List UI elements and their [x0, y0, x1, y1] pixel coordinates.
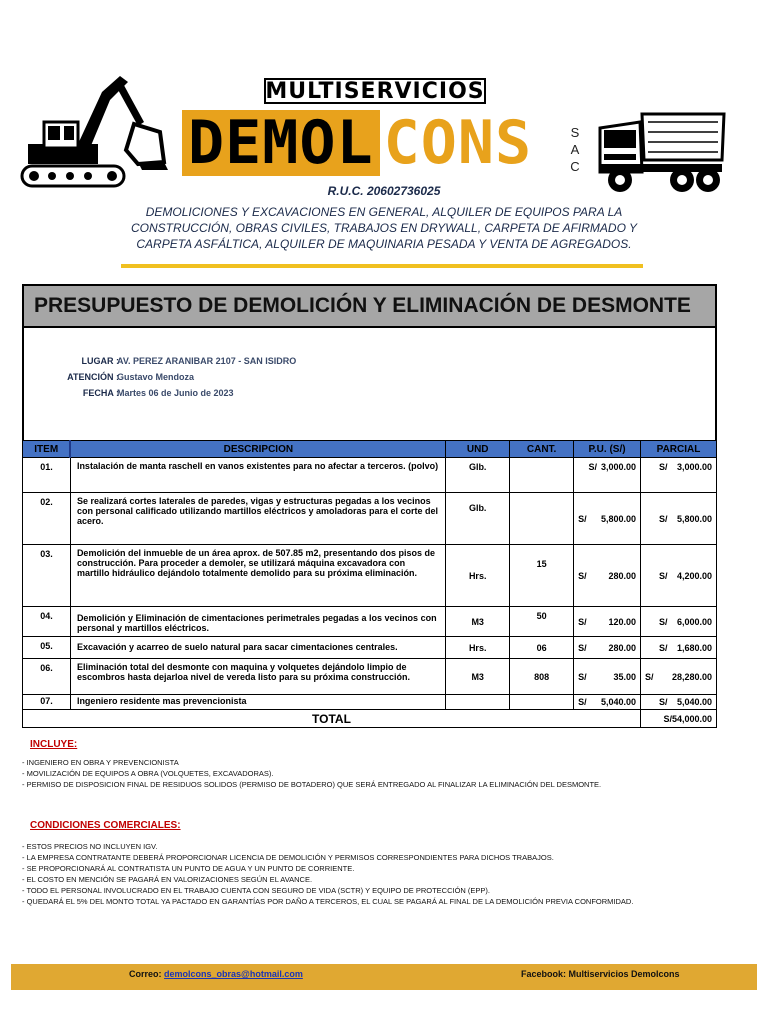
- footer-email: [129, 969, 303, 979]
- condiciones-list: [22, 841, 633, 907]
- list-item: - QUEDARÁ EL 5% DEL MONTO TOTAL YA PACTADO EN GARANTÍAS POR DAÑO A TERCEROS, EL CUAL SE PAGARÁ AL FINAL DE LA DEMOLICIÓN PREVIA CONFORMIDAD.: [22, 897, 634, 906]
- footer-bar: [11, 964, 757, 990]
- row-cant: 06: [510, 637, 574, 659]
- list-item: - ESTOS PRECIOS NO INCLUYEN IGV.: [22, 842, 158, 851]
- row-item: 07.: [23, 695, 71, 710]
- row-parcial: S/ 6,000.00: [641, 607, 717, 637]
- fecha-label: FECHA :: [82, 388, 119, 398]
- brand-multiservicios: MULTISERVICIOS: [265, 78, 485, 104]
- table-row: [23, 458, 717, 493]
- lugar-label: LUGAR :: [81, 356, 119, 366]
- row-und: Hrs.: [446, 637, 510, 659]
- table-row: [23, 659, 717, 695]
- col-parcial: PARCIAL: [641, 441, 717, 458]
- row-und: Glb.: [446, 493, 510, 545]
- company-tagline: DEMOLICIONES Y EXCAVACIONES EN GENERAL, ALQUILER DE EQUIPOS PARA LA CONSTRUCCIÓN, OBRAS CIVILES, TRABAJOS EN DRYWALL, CARPETA DE AFIRMADO Y CARPETA ASFÁLTICA, ALQUILER DE MAQUINARIA PESADA Y VENTA DE AGREGADOS.: [130, 205, 638, 251]
- row-pu: S/ 280.00: [574, 637, 641, 659]
- row-cant: [510, 493, 574, 545]
- row-item: 06.: [23, 659, 71, 695]
- list-item: - EL COSTO EN MENCIÓN SE PAGARÁ EN VALORIZACIONES SEGÚN EL AVANCE.: [22, 875, 313, 884]
- email-label: Correo:: [129, 969, 162, 979]
- total-label: TOTAL: [23, 710, 641, 728]
- row-desc: Ingeniero residente mas prevencionista: [70, 695, 445, 710]
- total-row: [23, 710, 717, 728]
- list-item: - SE PROPORCIONARÁ AL CONTRATISTA UN PUNTO DE AGUA Y UN PUNTO DE CORRIENTE.: [22, 864, 355, 873]
- table-row: [23, 607, 717, 637]
- row-item: 02.: [23, 493, 71, 545]
- table-row: [23, 545, 717, 607]
- row-desc: Demolición y Eliminación de cimentaciones perimetrales pegadas a los vecinos con personal y martillos eléctricos.: [70, 607, 445, 637]
- col-pu: P.U. (S/): [574, 441, 641, 458]
- brand-demol: DEMOL: [182, 110, 380, 176]
- row-cant: [510, 458, 574, 493]
- list-item: - MOVILIZACIÓN DE EQUIPOS A OBRA (VOLQUETES, EXCAVADORAS).: [22, 769, 274, 778]
- row-item: 04.: [23, 607, 71, 637]
- company-ruc: R.U.C. 20602736025: [327, 184, 441, 198]
- row-parcial: S/ 3,000.00: [641, 458, 717, 493]
- col-descripcion: DESCRIPCION: [70, 441, 445, 458]
- condiciones-heading: CONDICIONES COMERCIALES:: [30, 820, 181, 831]
- col-und: UND: [446, 441, 510, 458]
- row-parcial: S/ 5,800.00: [641, 493, 717, 545]
- total-value: S/54,000.00: [641, 710, 717, 728]
- table-row: [23, 637, 717, 659]
- row-und: M3: [446, 659, 510, 695]
- row-desc: Excavación y acarreo de suelo natural para sacar cimentaciones centrales.: [70, 637, 445, 659]
- row-pu: S/ 5,800.00: [574, 493, 641, 545]
- budget-header-box: [22, 284, 717, 442]
- row-pu: S/ 280.00: [574, 545, 641, 607]
- row-parcial: S/ 5,040.00: [641, 695, 717, 710]
- row-desc: Demolición del inmueble de un área aprox. de 507.85 m2, presentando dos pisos de construcción. Para proceder a demoler, se utilizará máquina excavadora con martillo hidráulico dejándolo totalmente demolido para su próxima eliminación.: [70, 545, 445, 607]
- row-pu: S/ 120.00: [574, 607, 641, 637]
- row-item: 03.: [23, 545, 71, 607]
- atencion-label: ATENCIÓN :: [67, 372, 119, 382]
- col-item: ITEM: [23, 441, 71, 458]
- footer-facebook[interactable]: Facebook: Multiservicios Demolcons: [521, 969, 680, 979]
- row-item: 05.: [23, 637, 71, 659]
- row-desc: Eliminación total del desmonte con maquina y volquetes dejándolo limpio de escombros hasta dejarloa nivel de vereda listo para su próxima construcción.: [70, 659, 445, 695]
- brand-sac: S A C: [570, 125, 580, 174]
- row-und: Glb.: [446, 458, 510, 493]
- row-und: M3: [446, 607, 510, 637]
- brand-logo: [182, 110, 536, 176]
- table-row: [23, 493, 717, 545]
- row-item: 01.: [23, 458, 71, 493]
- list-item: - INGENIERO EN OBRA Y PREVENCIONISTA: [22, 758, 179, 767]
- list-item: - LA EMPRESA CONTRATANTE DEBERÁ PROPORCIONAR LICENCIA DE DEMOLICIÓN Y PERMISOS CORRESPONDIENTES PARA DICHOS TRABAJOS.: [22, 853, 554, 862]
- row-cant: 15: [510, 545, 574, 607]
- row-cant: [510, 695, 574, 710]
- header-divider: [121, 264, 643, 268]
- incluye-list: [22, 757, 601, 790]
- brand-cons: CONS: [383, 108, 533, 178]
- dump-truck-illustration: [596, 108, 726, 196]
- list-item: - PERMISO DE DISPOSICION FINAL DE RESIDUOS SOLIDOS (PERMISO DE BOTADERO) QUE SERÁ ENTREGADO AL FINALIZAR LA ELIMINACIÓN DEL DESMONTE.: [22, 780, 602, 789]
- budget-table: [22, 440, 717, 728]
- table-header-row: [23, 441, 717, 458]
- row-parcial: S/ 1,680.00: [641, 637, 717, 659]
- table-row: [23, 695, 717, 710]
- email-link[interactable]: demolcons_obras@hotmail.com: [164, 969, 303, 979]
- row-und: Hrs.: [446, 545, 510, 607]
- row-und: [446, 695, 510, 710]
- lugar-value: AV. PEREZ ARANIBAR 2107 - SAN ISIDRO: [117, 356, 297, 366]
- row-parcial: S/ 28,280.00: [641, 659, 717, 695]
- col-cant: CANT.: [510, 441, 574, 458]
- row-cant: 50: [510, 607, 574, 637]
- atencion-value: Gustavo Mendoza: [117, 372, 195, 382]
- row-cant: 808: [510, 659, 574, 695]
- row-desc: Instalación de manta raschell en vanos existentes para no afectar a terceros. (polvo): [70, 458, 445, 493]
- list-item: - TODO EL PERSONAL INVOLUCRADO EN EL TRABAJO CUENTA CON SEGURO DE VIDA (SCTR) Y EQUIPO DE PROTECCIÓN (EPP).: [22, 886, 491, 895]
- row-parcial: S/ 4,200.00: [641, 545, 717, 607]
- excavator-illustration: [18, 70, 170, 194]
- row-desc: Se realizará cortes laterales de paredes, vigas y estructuras pegadas a los vecinos con personal calificado utilizando martillos eléctricos y amoladoras para el corte del acero.: [70, 493, 445, 545]
- row-pu: S/ 5,040.00: [574, 695, 641, 710]
- row-pu: S/ 35.00: [574, 659, 641, 695]
- incluye-heading: INCLUYE:: [30, 739, 78, 750]
- row-pu: 3,000.00 S/: [574, 458, 641, 493]
- document-title: PRESUPUESTO DE DEMOLICIÓN Y ELIMINACIÓN DE DESMONTE: [24, 286, 715, 328]
- fecha-value: Martes 06 de Junio de 2023: [117, 388, 234, 398]
